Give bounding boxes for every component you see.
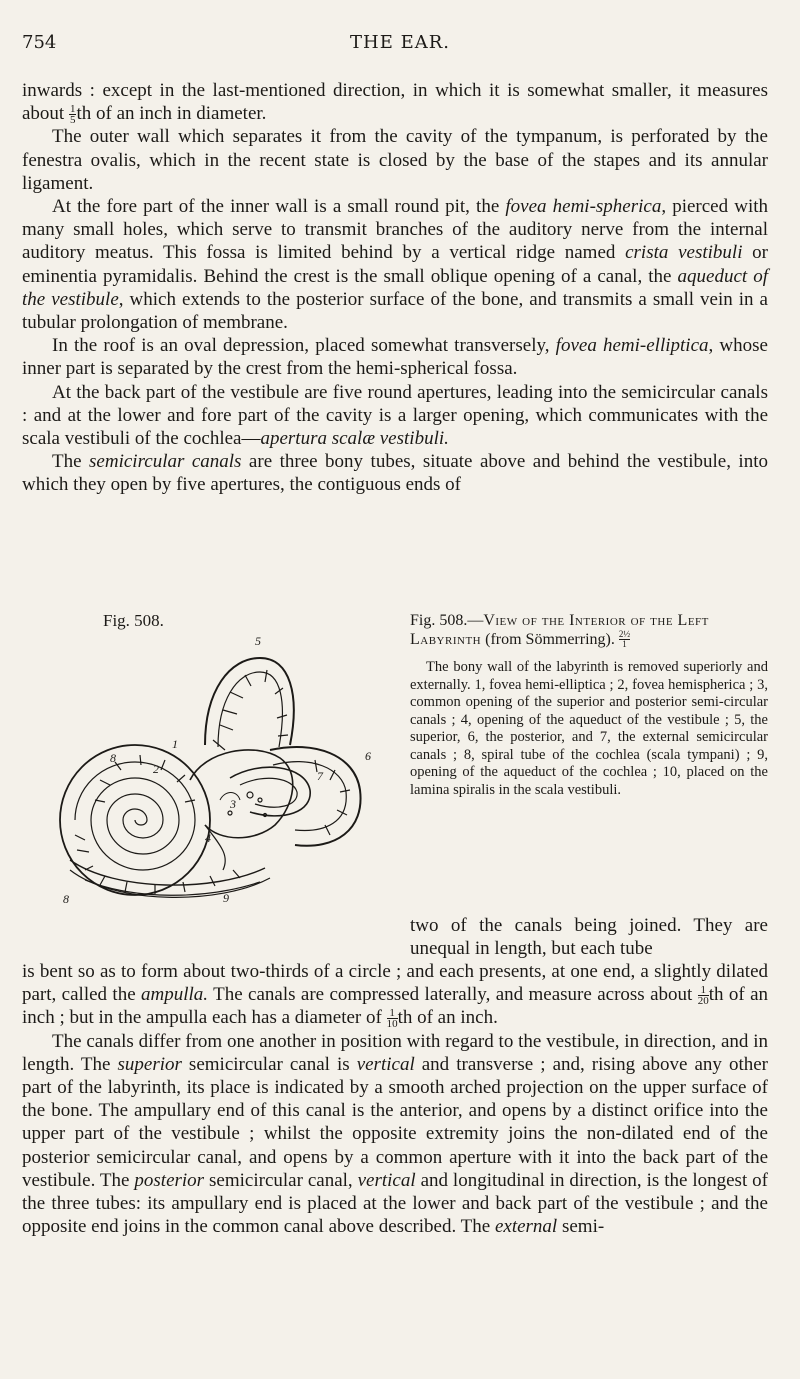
text-run: th of an inch in diameter.	[76, 103, 267, 125]
magnification-denominator: 1	[622, 639, 627, 649]
figure-label: Fig. 508.	[103, 611, 164, 630]
figure-number-9: 9	[223, 891, 229, 905]
italic-term: semicircular canals	[89, 451, 242, 473]
italic-term: superior	[117, 1053, 182, 1075]
italic-term: external	[494, 1216, 558, 1238]
text-run: inwards : except in the last-mentioned direction, in which it is somewhat smaller, it measures about	[22, 80, 768, 125]
text-run: or eminentia pyramidalis. Behind the crest is the small oblique opening of a canal, the	[22, 242, 768, 287]
caption-title-smallcaps: View of the Interior of the Left Labyrinth	[410, 612, 709, 648]
text-run: , pierced with many small holes, which serve to transmit branches of the auditory nerve from the internal auditory meatus. This fossa is limited behind by a vertical ridge named	[22, 196, 769, 264]
caption-text: The bony wall of the labyrinth is removed superiorly and externally. 1, fovea hemi-elliptica ; 2, fovea hemispherica ; 3, common opening of the superior and posterior semi-circular canals ; 4, opening of the aqueduct of the vestibule ; 5, the superior, 6, the posterior, and 7, the external semicircular canals ; 8, spiral tube of the cochlea (scala tympani) ; 9, opening of the aqueduct of the cochlea ; 10, placed on the lamina spiralis in the scala vestibuli.	[410, 659, 768, 798]
italic-term: vertical	[357, 1169, 416, 1191]
figure-caption	[410, 611, 768, 799]
italic-term: posterior	[134, 1169, 205, 1191]
italic-term: fovea hemi-spherica	[505, 196, 662, 218]
paragraph	[22, 79, 768, 125]
caption-body	[410, 659, 768, 799]
figure-number-2: 2	[153, 762, 159, 776]
text-run: The	[52, 451, 90, 473]
italic-term: fovea hemi-elliptica	[555, 335, 709, 357]
running-title: THE EAR.	[350, 32, 450, 53]
caption-title-prefix: Fig. 508.—	[410, 612, 484, 629]
text-run: The outer wall which separates it from the cavity of the tympanum, is perforated by the fenestra ovalis, which in the recent state is closed by the base of the stapes and its annular ligament.	[22, 126, 768, 194]
paragraph	[22, 960, 768, 1030]
italic-term: ampulla.	[141, 984, 209, 1006]
figure-number-1: 1	[172, 737, 178, 751]
page-header	[22, 32, 778, 58]
text-run: is bent so as to form about two-thirds of a circle ; and each presents, at one end, a slightly dilated part, called the	[22, 961, 768, 1006]
figure-number-8: 8	[110, 751, 116, 765]
figure-number-6: 6	[365, 749, 371, 763]
paragraph	[22, 450, 768, 496]
text-run: and longitudinal in direction, is the longest of the three tubes: its ampullary end is placed at the lower and back part of the vestibule ; and the opposite end joins in the common canal above described. The	[22, 1169, 768, 1238]
paragraph	[22, 195, 768, 334]
caption-title	[410, 611, 768, 649]
paragraph: two of the canals being joined. They are unequal in length, but each tube	[410, 915, 768, 960]
text-run: , whose inner part is separated by the crest from the hemi-spherical fossa.	[22, 335, 768, 380]
fraction	[698, 985, 709, 1006]
magnification-numerator: 2½	[618, 629, 631, 639]
text-run: In the roof is an oval depression, placed somewhat transversely,	[52, 335, 556, 357]
paragraph	[22, 1030, 768, 1239]
fraction-numerator: 1	[69, 103, 76, 116]
fraction	[387, 1008, 398, 1029]
text-run: At the back part of the vestibule are five round apertures, leading into the semicircular canals : and at the lower and fore part of the cavity is a larger opening, which communicates with the scala vestibuli of the cochlea—	[22, 381, 768, 450]
paragraph	[22, 334, 768, 380]
text-run: th of an inch.	[397, 1007, 498, 1029]
text-run: th of an inch ; but in the ampulla each has a diameter of	[22, 984, 769, 1029]
labyrinth-illustration	[55, 630, 385, 915]
text-run: , which extends to the posterior surface of the bone, and transmits a small vein in a tubular prolongation of membrane.	[22, 288, 768, 334]
fraction-denominator: 5	[69, 114, 76, 127]
figure-number-4: 4	[205, 831, 211, 845]
figure-number-5: 5	[255, 634, 261, 648]
body-text-bottom	[22, 960, 768, 1238]
text-run: At the fore part of the inner wall is a small round pit, the	[52, 196, 506, 218]
fraction-denominator: 10	[386, 1018, 398, 1031]
text-run: and transverse ; and, rising above any other part of the labyrinth, its place is indicated by a smooth arched projection on the upper surface of the bone. The ampullary end of this canal is the anterior, and opens by a distinct orifice into the upper part of the vestibule ; whilst the opposite extremity joins the non-dilated end of the posterior semicircular canal, and opens by a common aperture with it into the back part of the vestibule. The	[22, 1053, 768, 1191]
labyrinth-engraving	[55, 630, 385, 915]
caption-title-source: (from Sömmerring).	[481, 631, 619, 648]
body-text-beside-figure	[410, 914, 768, 960]
text-run: semi-	[557, 1216, 605, 1238]
text-run: semicircular canal,	[204, 1169, 358, 1191]
page-number: 754	[22, 32, 57, 53]
italic-term: vertical	[356, 1053, 415, 1075]
italic-term: aqueduct of the vestibule	[22, 265, 768, 310]
body-text-top	[22, 79, 768, 497]
figure-number-3: 3	[230, 797, 236, 811]
figure-number-7: 7	[317, 769, 323, 783]
italic-term: crista vestibuli	[625, 242, 743, 264]
text-run: The canals are compressed laterally, and measure across about	[208, 984, 698, 1006]
text-run: semicircular canal is	[181, 1053, 357, 1075]
magnification	[619, 630, 630, 649]
fraction-denominator: 20	[697, 995, 709, 1008]
italic-term: apertura scalæ vestibuli.	[260, 428, 449, 450]
paragraph	[22, 125, 768, 195]
text-run: The canals differ from one another in position with regard to the vestibule, in direction, and in length. The	[22, 1030, 768, 1075]
fraction-numerator: 1	[698, 985, 709, 996]
fraction-numerator: 1	[387, 1008, 398, 1019]
paragraph	[22, 381, 768, 451]
text-run: are three bony tubes, situate above and behind the vestibule, into which they open by five apertures, the contiguous ends of	[22, 451, 768, 496]
figure-number-8-lower: 8	[63, 892, 69, 906]
